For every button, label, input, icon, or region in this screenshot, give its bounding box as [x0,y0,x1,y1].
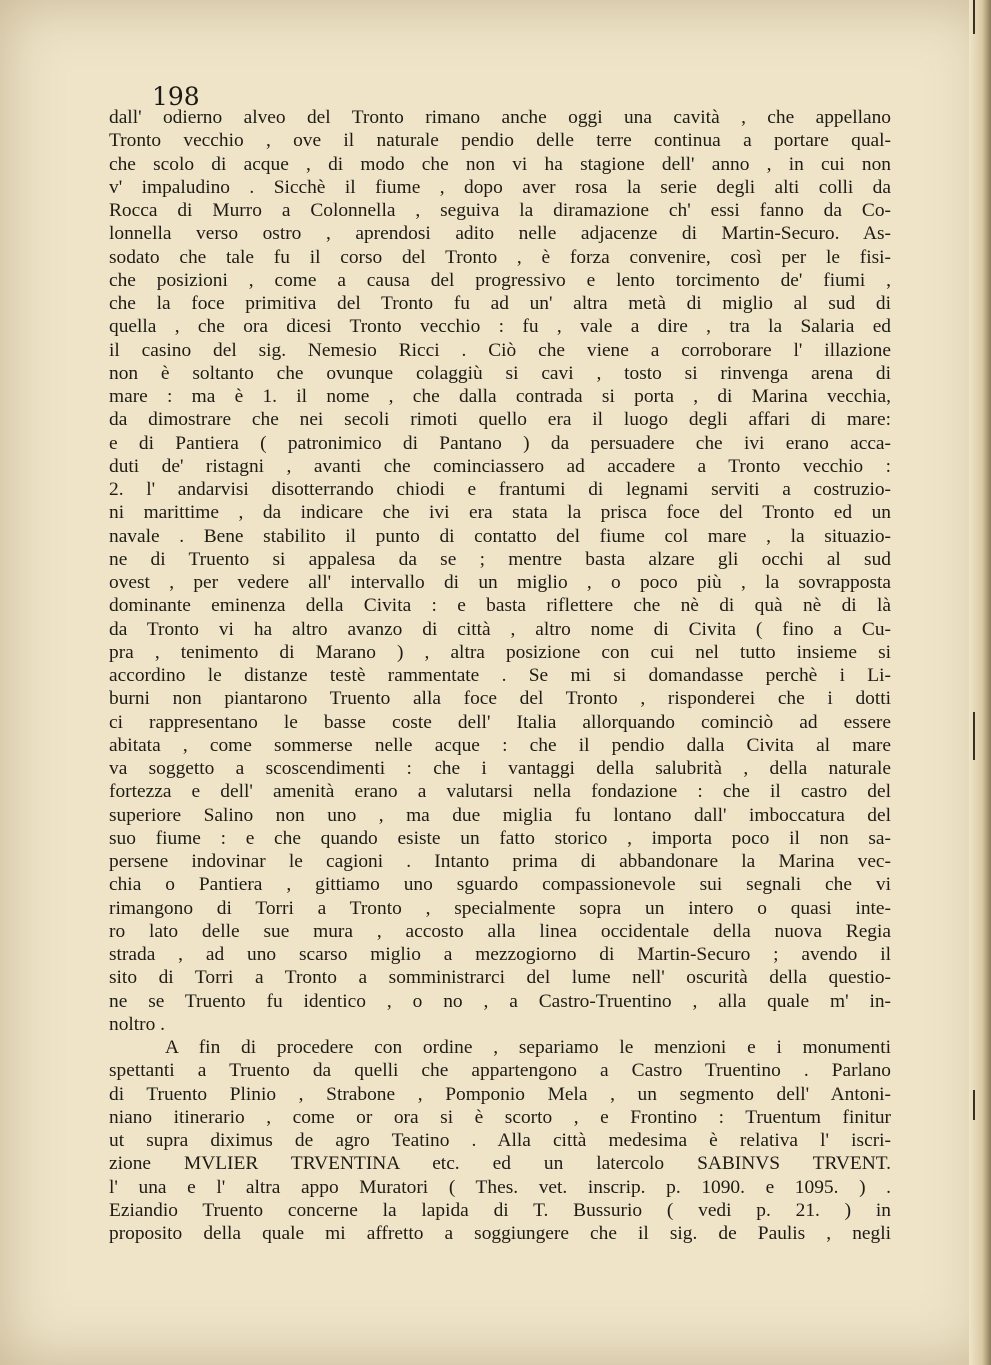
text-line: abitata , come sommerse nelle acque : che il pendio dalla Civita al mare [109,734,891,756]
text-line: ro lato delle sue mura , accosto alla linea occidentale della nuova Regia [109,920,891,942]
text-line: ovest , per vedere all' intervallo di un miglio , o poco più , la sovrapposta [109,572,891,593]
text-line: Eziandio Truento concerne la lapida di T. Bussurio ( vedi p. 21. ) in [109,1199,891,1221]
text-line: pra , tenimento di Marano ) , altra posizione con cui nel tutto insieme si [109,641,891,663]
text-line: burni non piantarono Truento alla foce del Tronto , risponderei che i dotti [109,688,891,710]
text-line: noltro . [109,1013,166,1035]
text-line: ne se Truento fu identico , o no , a Castro-Truentino , alla quale m' in- [109,990,891,1012]
text-line: navale . Bene stabilito il punto di contatto del fiume col mare , la situazio- [109,525,891,547]
text-line: lonnella verso ostro , aprendosi adito nelle adjacenze di Martin-Securo. As- [109,223,891,245]
text-line: spettanti a Truento da quelli che appartengono a Castro Truentino . Parlano [109,1060,891,1082]
text-line: quella , che ora dicesi Tronto vecchio : fu , vale a dire , tra la Salaria ed [109,316,891,338]
text-line: Tronto vecchio , ove il naturale pendio delle terre continua a portare qual- [109,130,891,152]
text-line: accordino le distanze testè rammentate . Se mi si domandasse perchè i Li- [109,665,891,686]
text-line: di Truento Plinio , Strabone , Pomponio Mela , un segmento dell' Antoni- [109,1083,891,1105]
edge-mark [973,1090,975,1120]
text-line: e di Pantiera ( patronimico di Pantano ) da persuadere che ivi erano acca- [109,432,891,454]
text-line: che scolo di acque , di modo che non vi ha stagione dell' anno , in cui non [109,153,891,175]
text-line: fortezza e dell' amenità erano a valutarsi nella fondazione : che il castro del [109,781,891,803]
text-line: dominante eminenza della Civita : e basta riflettere che nè di quà nè di là [109,595,891,617]
text-line: proposito della quale mi affretto a soggiungere che il sig. de Paulis , negli [109,1223,891,1244]
page-number: 198 [152,82,200,111]
text-line: rimangono di Torri a Tronto , specialmente sopra un intero o quasi inte- [109,897,891,919]
text-line: ut supra diximus de agro Teatino . Alla città medesima è relativa l' iscri- [109,1130,891,1151]
edge-mark [973,0,975,34]
text-line: superiore Salino non uno , ma due miglia fu lontano dall' imboccatura del [109,804,891,826]
text-line: niano itinerario , come or ora si è scorto , e Frontino : Truentum finitur [109,1106,891,1128]
text-line: ci rappresentano le basse coste dell' Italia allorquando cominciò ad essere [109,711,891,733]
text-line: va soggetto a scoscendimenti : che i vantaggi della salubrità , della naturale [109,758,891,779]
text-line: da dimostrare che nei secoli rimoti quello era il luogo degli affari di mare: [109,409,891,431]
text-line: ni marittime , da indicare che ivi era stata la prisca foce del Tronto ed un [109,502,891,524]
text-line: persene indovinar le cagioni . Intanto prima di abbandonare la Marina vec- [109,851,891,872]
text-line: 2. l' andarvisi disotterrando chiodi e frantumi di legnami serviti a costruzio- [109,479,891,500]
text-line: il casino del sig. Nemesio Ricci . Ciò che viene a corroborare l' illazione [109,339,891,361]
text-line: strada , ad uno scarso miglio a mezzogiorno di Martin-Securo ; avendo il [109,944,891,965]
text-line: sito di Torri a Tronto a somministrarci del lume nell' oscurità della questio- [109,967,891,989]
text-line: dall' odierno alveo del Tronto rimano anche oggi una cavità , che appellano [109,107,891,128]
text-line: v' impaludino . Sicchè il fiume , dopo aver rosa la serie degli alti colli da [109,176,891,198]
text-line: non è soltanto che ovunque colaggiù si cavi , tosto si rinvenga arena di [109,362,891,384]
text-line: suo fiume : e che quando esiste un fatto storico , importa poco il non sa- [109,827,891,849]
body-text [109,106,891,1245]
page-gutter [969,0,991,1365]
text-line: A fin di procedere con ordine , separiamo le menzioni e i monumenti [165,1037,891,1058]
edge-mark [973,712,975,760]
text-line: chia o Pantiera , gittiamo uno sguardo compassionevole sui segnali che vi [109,874,891,896]
text-line: ne di Truento si appalesa da se ; mentre basta alzare gli occhi al sud [109,548,891,570]
text-line: da Tronto vi ha altro avanzo di città , altro nome di Civita ( fino a Cu- [109,618,891,640]
text-line: zione MVLIER TRVENTINA etc. ed un latercolo SABINVS TRVENT. [109,1153,891,1175]
text-line: sodato che tale fu il corso del Tronto , è forza convenire, così per le fisi- [109,246,891,268]
text-line: mare : ma è 1. il nome , che dalla contrada si porta , di Marina vecchia, [109,386,891,407]
text-line: l' una e l' altra appo Muratori ( Thes. vet. inscrip. p. 1090. e 1095. ) . [109,1176,891,1198]
text-line: Rocca di Murro a Colonnella , seguiva la diramazione ch' essi fanno da Co- [109,200,891,221]
text-line: che posizioni , come a causa del progressivo e lento torcimento de' fiumi , [109,269,891,291]
text-line: duti de' ristagni , avanti che cominciassero ad accadere a Tronto vecchio : [109,455,891,477]
text-line: che la foce primitiva del Tronto fu ad un' altra metà di miglio al sud di [109,293,891,314]
